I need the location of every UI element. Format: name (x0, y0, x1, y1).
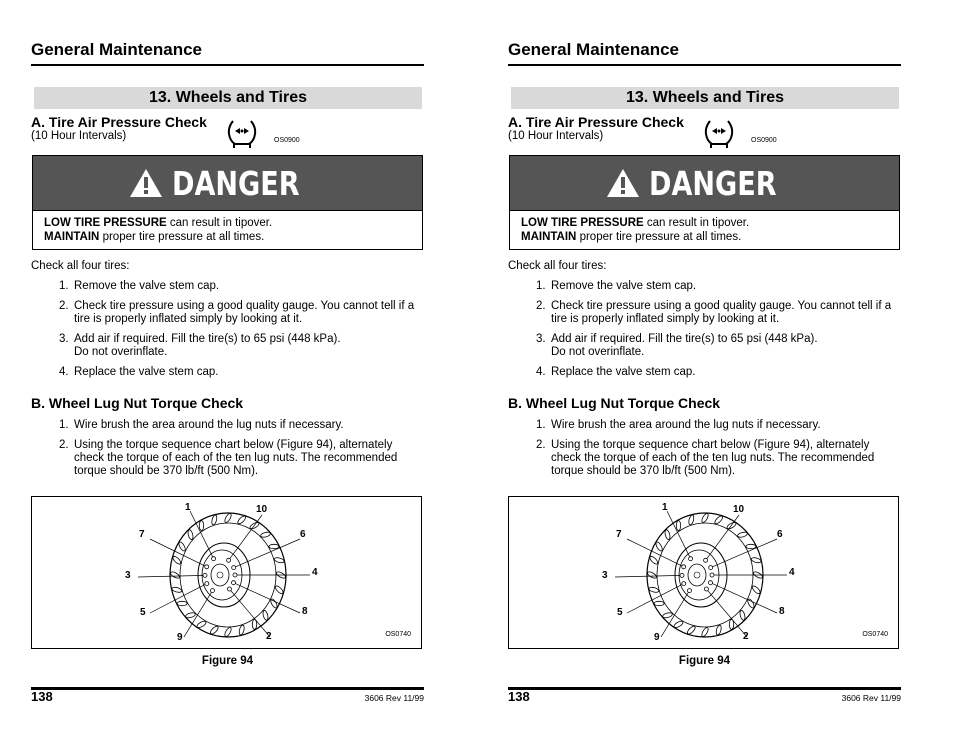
danger-message (33, 211, 422, 244)
step-number: 3. (59, 333, 69, 345)
section-title: 13. Wheels and Tires (34, 87, 422, 109)
list-item (508, 300, 901, 326)
step-text: Add air if required. Fill the tire(s) to 65 psi (448 kPa). (551, 333, 818, 345)
lug-label-3: 3 (125, 570, 131, 581)
subsection-a-title: A. Tire Air Pressure Check (508, 114, 684, 130)
step-text: Replace the valve stem cap. (551, 366, 696, 378)
list-item (31, 366, 424, 379)
danger-line1-bold: LOW TIRE PRESSURE (521, 217, 644, 229)
danger-word: DANGER (171, 163, 300, 203)
danger-line1-rest: can result in tipover. (643, 217, 750, 229)
step-text: Wire brush the area around the lug nuts if necessary. (74, 419, 344, 431)
list-item (31, 419, 424, 432)
danger-line2-bold: MAINTAIN (44, 231, 100, 243)
footer-rule (508, 687, 901, 690)
step-text-line2: Do not overinflate. (74, 346, 168, 358)
lug-label-9: 9 (654, 632, 660, 643)
lug-label-4: 4 (312, 567, 318, 578)
step-text: Wire brush the area around the lug nuts if necessary. (551, 419, 821, 431)
steps-b-list (31, 419, 424, 485)
figure-caption: Figure 94 (678, 655, 731, 667)
lug-nut (205, 565, 209, 569)
lug-nut (709, 566, 713, 570)
lug-nut (689, 557, 693, 561)
figure-caption: Figure 94 (201, 655, 254, 667)
danger-line1-bold: LOW TIRE PRESSURE (44, 217, 167, 229)
steps-b-list (508, 419, 901, 485)
lug-nut (232, 581, 236, 585)
subsection-b-title: B. Wheel Lug Nut Torque Check (31, 395, 244, 411)
header-rule (508, 64, 901, 66)
danger-word: DANGER (648, 163, 777, 203)
lug-nut (682, 565, 686, 569)
step-number: 1. (59, 280, 69, 292)
step-number: 2. (59, 300, 69, 312)
step-number: 1. (536, 419, 546, 431)
header-rule (31, 64, 424, 66)
check-all-text: Check all four tires: (508, 260, 607, 272)
interval-text: (10 Hour Intervals) (31, 130, 127, 142)
figure-box (31, 496, 422, 649)
page-header-title: General Maintenance (31, 40, 203, 59)
tire-pressure-icon (227, 118, 257, 148)
subsection-a-title: A. Tire Air Pressure Check (31, 114, 207, 130)
step-number: 2. (59, 439, 69, 451)
step-text: Using the torque sequence chart below (Figure 94), alternately check the torque of each of the ten lug nuts. The recommended torque should be 370 lb/ft (500 Nm). (551, 439, 875, 477)
lug-nut (710, 573, 714, 577)
step-number: 1. (59, 419, 69, 431)
danger-header (33, 156, 422, 211)
lug-label-10: 10 (733, 504, 745, 515)
step-text: Remove the valve stem cap. (551, 280, 697, 292)
page-number: 138 (31, 689, 53, 704)
lug-nut (212, 557, 216, 561)
tire-pressure-icon (704, 118, 734, 148)
step-number: 4. (536, 366, 546, 378)
revision-text: 3606 Rev 11/99 (364, 693, 424, 703)
hub (688, 564, 706, 586)
lug-nut (205, 582, 209, 586)
lug-nut (680, 573, 684, 577)
revision-text: 3606 Rev 11/99 (841, 693, 901, 703)
list-item (31, 280, 424, 293)
warning-triangle-icon (605, 167, 641, 199)
step-number: 2. (536, 300, 546, 312)
lug-label-1: 1 (662, 502, 668, 513)
icon-code: OS0900 (274, 137, 300, 144)
lug-label-2: 2 (743, 631, 749, 642)
danger-box (509, 155, 900, 250)
list-item (31, 300, 424, 326)
lug-nut (232, 566, 236, 570)
step-text: Using the torque sequence chart below (Figure 94), alternately check the torque of each of the ten lug nuts. The recommended torque should be 370 lb/ft (500 Nm). (74, 439, 398, 477)
lug-nut (709, 581, 713, 585)
lug-label-8: 8 (779, 606, 785, 617)
wheel-lug-diagram (509, 497, 898, 648)
lug-label-2: 2 (266, 631, 272, 642)
danger-line2-bold: MAINTAIN (521, 231, 577, 243)
page-left (31, 0, 431, 738)
list-item (508, 439, 901, 478)
step-number: 3. (536, 333, 546, 345)
list-item (508, 333, 901, 359)
step-number: 2. (536, 439, 546, 451)
lug-nut (682, 582, 686, 586)
lug-nut (704, 558, 708, 562)
lug-label-6: 6 (300, 529, 306, 540)
danger-header (510, 156, 899, 211)
check-all-text: Check all four tires: (31, 260, 130, 272)
list-item (508, 419, 901, 432)
lug-nut (704, 587, 708, 591)
warning-triangle-icon (128, 167, 164, 199)
figure-box (508, 496, 899, 649)
page-right (508, 0, 908, 738)
lug-nut (203, 573, 207, 577)
lug-nut (227, 587, 231, 591)
danger-line2-rest: proper tire pressure at all times. (99, 231, 265, 243)
step-text: Replace the valve stem cap. (74, 366, 219, 378)
list-item (31, 439, 424, 478)
figure-code: OS0740 (862, 631, 888, 638)
hub (211, 564, 229, 586)
lug-label-10: 10 (256, 504, 268, 515)
lug-label-7: 7 (616, 529, 622, 540)
section-title: 13. Wheels and Tires (511, 87, 899, 109)
lug-label-3: 3 (602, 570, 608, 581)
danger-box (32, 155, 423, 250)
danger-line1-rest: can result in tipover. (166, 217, 273, 229)
lug-label-8: 8 (302, 606, 308, 617)
lug-label-6: 6 (777, 529, 783, 540)
lug-label-9: 9 (177, 632, 183, 643)
page-header-title: General Maintenance (508, 40, 680, 59)
step-text: Remove the valve stem cap. (74, 280, 220, 292)
lug-nut (233, 573, 237, 577)
step-text: Check tire pressure using a good quality gauge. You cannot tell if a tire is properly inflated simply by looking at it. (551, 300, 892, 325)
list-item (508, 280, 901, 293)
list-item (31, 333, 424, 359)
danger-line2-rest: proper tire pressure at all times. (576, 231, 742, 243)
footer-rule (31, 687, 424, 690)
interval-text: (10 Hour Intervals) (508, 130, 604, 142)
step-text: Check tire pressure using a good quality gauge. You cannot tell if a tire is properly inflated simply by looking at it. (74, 300, 415, 325)
figure-code: OS0740 (385, 631, 411, 638)
icon-code: OS0900 (751, 137, 777, 144)
lug-label-5: 5 (617, 607, 623, 618)
step-text-line2: Do not overinflate. (551, 346, 645, 358)
lug-label-7: 7 (139, 529, 145, 540)
wheel-lug-diagram (32, 497, 421, 648)
step-number: 4. (59, 366, 69, 378)
step-text: Add air if required. Fill the tire(s) to 65 psi (448 kPa). (74, 333, 341, 345)
page-number: 138 (508, 689, 530, 704)
lug-nut (688, 589, 692, 593)
lug-nut (211, 589, 215, 593)
lug-label-5: 5 (140, 607, 146, 618)
danger-message (510, 211, 899, 244)
step-number: 1. (536, 280, 546, 292)
steps-a-list (31, 280, 424, 386)
list-item (508, 366, 901, 379)
subsection-b-title: B. Wheel Lug Nut Torque Check (508, 395, 721, 411)
lug-nut (227, 558, 231, 562)
lug-label-4: 4 (789, 567, 795, 578)
steps-a-list (508, 280, 901, 386)
lug-label-1: 1 (185, 502, 191, 513)
